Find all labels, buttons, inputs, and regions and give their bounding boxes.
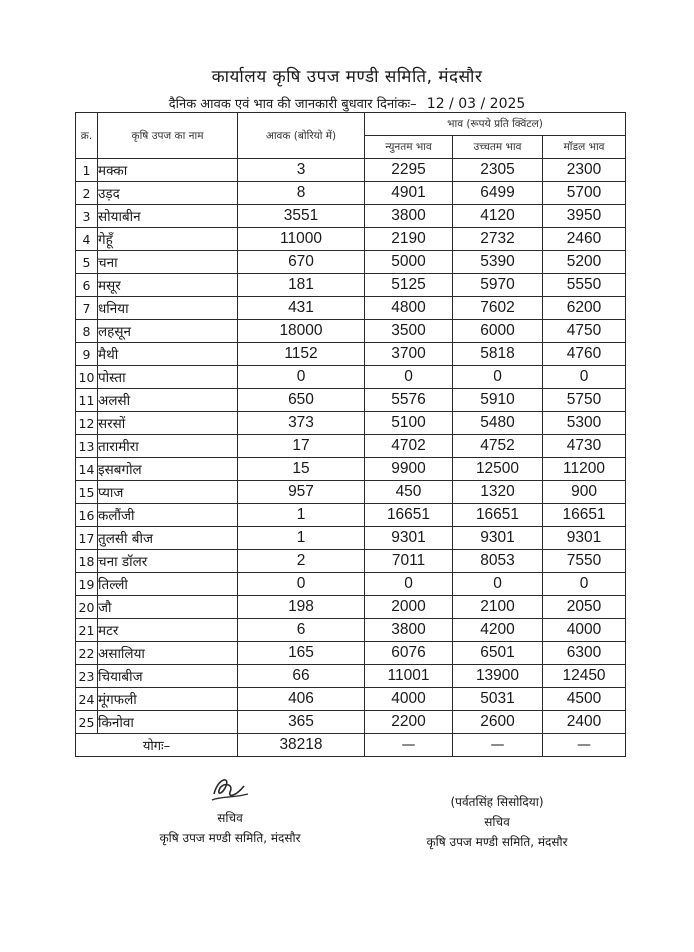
cell-crop-name: अलसी (98, 389, 238, 412)
cell-arrival: 165 (238, 642, 365, 665)
cell-min-price: 450 (365, 481, 453, 504)
header-model-price: मॉडल भाव (543, 136, 626, 159)
cell-crop-name: सोयाबीन (98, 205, 238, 228)
cell-arrival: 0 (238, 366, 365, 389)
table-row (76, 619, 626, 642)
total-min-price: — (365, 734, 453, 757)
cell-max-price: 8053 (453, 550, 543, 573)
table-row (76, 274, 626, 297)
cell-model-price: 2050 (543, 596, 626, 619)
cell-crop-name: चियाबीज (98, 665, 238, 688)
cell-min-price: 3800 (365, 205, 453, 228)
cell-arrival: 365 (238, 711, 365, 734)
table-body (76, 159, 626, 757)
table-row (76, 297, 626, 320)
table-row (76, 182, 626, 205)
cell-arrival: 3 (238, 159, 365, 182)
cell-min-price: 9900 (365, 458, 453, 481)
cell-min-price: 3800 (365, 619, 453, 642)
cell-min-price: 4702 (365, 435, 453, 458)
cell-arrival: 181 (238, 274, 365, 297)
cell-crop-name: उड़द (98, 182, 238, 205)
cell-arrival: 1 (238, 504, 365, 527)
cell-arrival: 6 (238, 619, 365, 642)
cell-serial: 4 (76, 228, 98, 251)
report-date: 12 / 03 / 2025 (426, 96, 526, 112)
cell-serial: 16 (76, 504, 98, 527)
table-row (76, 550, 626, 573)
cell-min-price: 0 (365, 366, 453, 389)
cell-max-price: 6501 (453, 642, 543, 665)
cell-max-price: 9301 (453, 527, 543, 550)
right-designation: सचिव (484, 815, 510, 829)
cell-max-price: 13900 (453, 665, 543, 688)
cell-arrival: 15 (238, 458, 365, 481)
table-row (76, 665, 626, 688)
cell-crop-name: इसबगोल (98, 458, 238, 481)
header-serial: क्र. (76, 113, 98, 159)
cell-crop-name: तारामीरा (98, 435, 238, 458)
cell-serial: 13 (76, 435, 98, 458)
cell-model-price: 11200 (543, 458, 626, 481)
cell-max-price: 7602 (453, 297, 543, 320)
cell-max-price: 12500 (453, 458, 543, 481)
cell-min-price: 4901 (365, 182, 453, 205)
cell-serial: 9 (76, 343, 98, 366)
cell-arrival: 2 (238, 550, 365, 573)
left-designation: सचिव (217, 811, 243, 825)
cell-min-price: 5000 (365, 251, 453, 274)
cell-arrival: 198 (238, 596, 365, 619)
cell-crop-name: पोस्ता (98, 366, 238, 389)
total-model-price: — (543, 734, 626, 757)
cell-serial: 3 (76, 205, 98, 228)
cell-max-price: 4200 (453, 619, 543, 642)
cell-crop-name: किनोवा (98, 711, 238, 734)
cell-model-price: 9301 (543, 527, 626, 550)
cell-serial: 10 (76, 366, 98, 389)
table-row (76, 320, 626, 343)
header-min-price: न्युनतम भाव (365, 136, 453, 159)
cell-min-price: 11001 (365, 665, 453, 688)
table-row (76, 458, 626, 481)
cell-model-price: 4750 (543, 320, 626, 343)
cell-crop-name: मैथी (98, 343, 238, 366)
cell-min-price: 3500 (365, 320, 453, 343)
table-row (76, 389, 626, 412)
cell-arrival: 18000 (238, 320, 365, 343)
cell-crop-name: चना (98, 251, 238, 274)
table-row (76, 527, 626, 550)
cell-crop-name: मसूर (98, 274, 238, 297)
cell-max-price: 6499 (453, 182, 543, 205)
cell-arrival: 406 (238, 688, 365, 711)
report-subtitle (0, 94, 694, 112)
table-row (76, 481, 626, 504)
cell-max-price: 0 (453, 573, 543, 596)
cell-min-price: 5576 (365, 389, 453, 412)
cell-arrival: 670 (238, 251, 365, 274)
table-row (76, 343, 626, 366)
cell-serial: 24 (76, 688, 98, 711)
cell-model-price: 5200 (543, 251, 626, 274)
cell-min-price: 5125 (365, 274, 453, 297)
cell-max-price: 4120 (453, 205, 543, 228)
cell-arrival: 431 (238, 297, 365, 320)
cell-max-price: 16651 (453, 504, 543, 527)
signature-block-left (125, 772, 335, 846)
cell-crop-name: गेहूँ (98, 228, 238, 251)
header-arrival: आवक (बोरियो में) (238, 113, 365, 159)
cell-min-price: 16651 (365, 504, 453, 527)
cell-model-price: 3950 (543, 205, 626, 228)
cell-arrival: 650 (238, 389, 365, 412)
total-label: योगः– (76, 734, 238, 757)
cell-model-price: 7550 (543, 550, 626, 573)
table-row (76, 596, 626, 619)
cell-arrival: 0 (238, 573, 365, 596)
table-row (76, 435, 626, 458)
cell-min-price: 2200 (365, 711, 453, 734)
cell-min-price: 7011 (365, 550, 453, 573)
cell-serial: 15 (76, 481, 98, 504)
cell-serial: 8 (76, 320, 98, 343)
cell-model-price: 4500 (543, 688, 626, 711)
cell-arrival: 3551 (238, 205, 365, 228)
table-row (76, 228, 626, 251)
signature-block-right (392, 790, 602, 850)
cell-serial: 17 (76, 527, 98, 550)
cell-serial: 23 (76, 665, 98, 688)
cell-min-price: 5100 (365, 412, 453, 435)
cell-max-price: 5970 (453, 274, 543, 297)
cell-model-price: 6200 (543, 297, 626, 320)
cell-serial: 19 (76, 573, 98, 596)
table-row (76, 412, 626, 435)
cell-serial: 1 (76, 159, 98, 182)
cell-model-price: 5700 (543, 182, 626, 205)
cell-model-price: 2460 (543, 228, 626, 251)
cell-model-price: 2300 (543, 159, 626, 182)
cell-serial: 12 (76, 412, 98, 435)
cell-crop-name: कलौंजी (98, 504, 238, 527)
cell-model-price: 5550 (543, 274, 626, 297)
cell-min-price: 4800 (365, 297, 453, 320)
cell-max-price: 5818 (453, 343, 543, 366)
cell-crop-name: असालिया (98, 642, 238, 665)
cell-model-price: 6300 (543, 642, 626, 665)
cell-model-price: 5750 (543, 389, 626, 412)
cell-arrival: 373 (238, 412, 365, 435)
cell-serial: 20 (76, 596, 98, 619)
cell-model-price: 900 (543, 481, 626, 504)
cell-model-price: 0 (543, 573, 626, 596)
cell-max-price: 2600 (453, 711, 543, 734)
cell-crop-name: तुलसी बीज (98, 527, 238, 550)
cell-max-price: 2732 (453, 228, 543, 251)
cell-min-price: 2295 (365, 159, 453, 182)
cell-crop-name: मक्का (98, 159, 238, 182)
total-arrival: 38218 (238, 734, 365, 757)
header-crop-name: कृषि उपज का नाम (98, 113, 238, 159)
cell-model-price: 12450 (543, 665, 626, 688)
handwritten-signature-icon (125, 772, 335, 806)
cell-model-price: 4000 (543, 619, 626, 642)
cell-serial: 5 (76, 251, 98, 274)
table-row (76, 159, 626, 182)
cell-arrival: 11000 (238, 228, 365, 251)
cell-serial: 22 (76, 642, 98, 665)
cell-max-price: 5480 (453, 412, 543, 435)
header-max-price: उच्चतम भाव (453, 136, 543, 159)
cell-max-price: 5031 (453, 688, 543, 711)
cell-crop-name: प्याज (98, 481, 238, 504)
cell-crop-name: लहसून (98, 320, 238, 343)
cell-arrival: 1 (238, 527, 365, 550)
cell-arrival: 8 (238, 182, 365, 205)
cell-crop-name: जौ (98, 596, 238, 619)
cell-crop-name: मटर (98, 619, 238, 642)
cell-serial: 14 (76, 458, 98, 481)
cell-model-price: 2400 (543, 711, 626, 734)
cell-serial: 7 (76, 297, 98, 320)
cell-max-price: 0 (453, 366, 543, 389)
cell-serial: 18 (76, 550, 98, 573)
cell-min-price: 4000 (365, 688, 453, 711)
cell-serial: 21 (76, 619, 98, 642)
cell-max-price: 5390 (453, 251, 543, 274)
cell-model-price: 0 (543, 366, 626, 389)
cell-model-price: 4760 (543, 343, 626, 366)
arrival-price-table (75, 112, 626, 757)
cell-crop-name: धनिया (98, 297, 238, 320)
total-row (76, 734, 626, 757)
cell-crop-name: मूंगफली (98, 688, 238, 711)
cell-arrival: 1152 (238, 343, 365, 366)
cell-serial: 25 (76, 711, 98, 734)
cell-serial: 11 (76, 389, 98, 412)
table-row (76, 642, 626, 665)
cell-max-price: 1320 (453, 481, 543, 504)
left-office: कृषि उपज मण्डी समिति, मंदसौर (159, 831, 301, 845)
table-row (76, 251, 626, 274)
cell-min-price: 3700 (365, 343, 453, 366)
cell-model-price: 5300 (543, 412, 626, 435)
cell-serial: 2 (76, 182, 98, 205)
cell-arrival: 957 (238, 481, 365, 504)
total-max-price: — (453, 734, 543, 757)
cell-crop-name: सरसों (98, 412, 238, 435)
header-price-group: भाव (रूपये प्रति क्विंटल) (365, 113, 626, 136)
table-row (76, 711, 626, 734)
subtitle-text: दैनिक आवक एवं भाव की जानकारी बुधवार दिनांकः– (168, 97, 417, 112)
cell-min-price: 9301 (365, 527, 453, 550)
cell-min-price: 2000 (365, 596, 453, 619)
table-row (76, 366, 626, 389)
cell-max-price: 6000 (453, 320, 543, 343)
cell-max-price: 5910 (453, 389, 543, 412)
cell-model-price: 4730 (543, 435, 626, 458)
cell-min-price: 2190 (365, 228, 453, 251)
right-name: (पर्वतसिंह सिसोदिया) (450, 795, 544, 809)
table-row (76, 688, 626, 711)
cell-max-price: 2305 (453, 159, 543, 182)
cell-arrival: 17 (238, 435, 365, 458)
cell-min-price: 0 (365, 573, 453, 596)
right-office: कृषि उपज मण्डी समिति, मंदसौर (426, 835, 568, 849)
cell-arrival: 66 (238, 665, 365, 688)
cell-model-price: 16651 (543, 504, 626, 527)
cell-max-price: 2100 (453, 596, 543, 619)
cell-min-price: 6076 (365, 642, 453, 665)
table-row (76, 205, 626, 228)
table-row (76, 504, 626, 527)
cell-serial: 6 (76, 274, 98, 297)
cell-crop-name: तिल्ली (98, 573, 238, 596)
page-title: कार्यालय कृषि उपज मण्डी समिति, मंदसौर (211, 67, 483, 87)
cell-crop-name: चना डॉलर (98, 550, 238, 573)
table-row (76, 573, 626, 596)
cell-max-price: 4752 (453, 435, 543, 458)
